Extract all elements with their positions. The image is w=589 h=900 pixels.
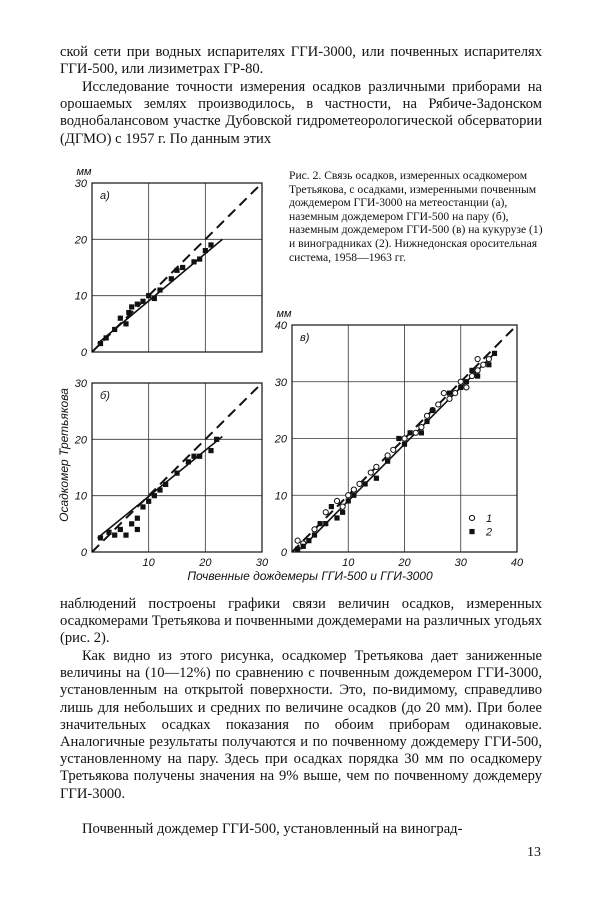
- data-point-filled: [430, 408, 435, 413]
- data-point-open: [323, 510, 328, 515]
- y-tick-label: 0: [80, 347, 87, 359]
- data-point-filled: [214, 437, 219, 442]
- chart-panel-1: [74, 166, 262, 359]
- data-point-filled: [157, 287, 162, 292]
- data-point-open: [295, 538, 300, 543]
- x-tick-label: 10: [342, 557, 355, 569]
- legend-marker-1: [469, 515, 474, 520]
- data-point-filled: [191, 259, 196, 264]
- data-point-filled: [129, 304, 134, 309]
- data-point-filled: [424, 419, 429, 424]
- data-point-filled: [458, 385, 463, 390]
- paragraph-1: ской сети при водных испарителях ГГИ-3000, или почвенных испарителях ГГИ-500, или лизиметрах ГР-80.: [60, 44, 542, 78]
- legend-label-2: 2: [486, 526, 493, 539]
- data-point-filled: [123, 321, 128, 326]
- data-point-filled: [174, 471, 179, 476]
- y-unit-label: мм: [76, 166, 92, 178]
- data-point-open: [368, 470, 373, 475]
- y-tick-label: 30: [274, 376, 287, 389]
- data-point-filled: [408, 430, 413, 435]
- data-point-open: [475, 356, 480, 361]
- data-point-filled: [112, 327, 117, 332]
- data-point-filled: [135, 516, 140, 521]
- data-point-filled: [174, 268, 179, 273]
- data-point-filled: [312, 532, 317, 537]
- y-tick-label: 0: [280, 547, 287, 559]
- data-point-filled: [191, 454, 196, 459]
- data-point-filled: [98, 535, 103, 540]
- data-point-filled: [486, 362, 491, 367]
- data-point-filled: [447, 391, 452, 396]
- data-point-filled: [492, 351, 497, 356]
- paragraph-5: Почвенный дождемер ГГИ-500, установленный на виноград-: [82, 821, 463, 837]
- data-point-filled: [123, 533, 128, 538]
- paragraph-3: наблюдений построены графики связи величин осадков, измеренных осадкомерами Третьякова и почвенными дождемерами на различных угодьях (рис. 2).: [60, 596, 542, 647]
- data-point-filled: [140, 504, 145, 509]
- data-point-open: [447, 396, 452, 401]
- data-point-filled: [126, 310, 131, 315]
- data-point-open: [486, 356, 491, 361]
- y-tick-label: 20: [74, 434, 87, 447]
- data-point-filled: [135, 527, 140, 532]
- panel-label: в): [300, 332, 310, 344]
- data-point-filled: [163, 482, 168, 487]
- data-point-filled: [106, 530, 111, 535]
- data-point-open: [346, 493, 351, 498]
- data-point-open: [441, 391, 446, 396]
- data-point-open: [374, 464, 379, 469]
- data-point-filled: [334, 515, 339, 520]
- data-point-filled: [208, 448, 213, 453]
- x-tick-label: 40: [510, 557, 524, 569]
- y-axis-label: Осадкомер Третьякова: [57, 388, 71, 522]
- data-point-open: [391, 447, 396, 452]
- data-point-filled: [374, 476, 379, 481]
- data-point-filled: [346, 498, 351, 503]
- data-point-filled: [318, 521, 323, 526]
- data-point-filled: [385, 459, 390, 464]
- data-point-open: [312, 527, 317, 532]
- data-point-filled: [203, 248, 208, 253]
- data-point-filled: [146, 499, 151, 504]
- y-tick-label: 30: [74, 378, 87, 390]
- x-tick-label: 30: [454, 557, 467, 569]
- data-point-filled: [152, 296, 157, 301]
- y-tick-label: 0: [80, 547, 87, 559]
- data-point-open: [469, 373, 474, 378]
- data-point-open: [351, 487, 356, 492]
- data-point-filled: [135, 302, 140, 307]
- data-point-filled: [157, 487, 162, 492]
- data-point-open: [385, 453, 390, 458]
- data-point-filled: [98, 341, 103, 346]
- data-point-filled: [152, 493, 157, 498]
- data-point-filled: [118, 527, 123, 532]
- data-point-filled: [186, 459, 191, 464]
- y-unit-label: мм: [276, 308, 292, 320]
- data-point-filled: [129, 521, 134, 526]
- data-point-open: [436, 402, 441, 407]
- data-point-filled: [169, 276, 174, 281]
- data-point-open: [424, 413, 429, 418]
- data-point-open: [458, 379, 463, 384]
- data-point-open: [453, 391, 458, 396]
- data-point-filled: [469, 368, 474, 373]
- data-point-filled: [340, 510, 345, 515]
- reference-line-dashed: [92, 383, 262, 552]
- data-point-filled: [419, 430, 424, 435]
- data-point-filled: [104, 335, 109, 340]
- y-tick-label: 10: [74, 290, 87, 303]
- data-point-filled: [323, 521, 328, 526]
- data-point-open: [464, 385, 469, 390]
- x-tick-label: 10: [142, 557, 155, 569]
- data-point-open: [419, 425, 424, 430]
- paragraph-2: Исследование точности измерения осадков различными приборами на орошаемых землях производилось, в частности, на Рябиче-Задонском воднобалансовом участке Дубовской гидрометеорологической обсерватории (ДГМО) с 1957 г. По данным этих: [60, 79, 542, 147]
- data-point-filled: [464, 379, 469, 384]
- chart-panel-2: [74, 378, 269, 569]
- data-point-filled: [363, 481, 368, 486]
- data-point-open: [475, 368, 480, 373]
- legend-marker-2: [469, 529, 474, 534]
- data-point-filled: [180, 265, 185, 270]
- data-point-filled: [329, 504, 334, 509]
- legend-label-1: 1: [486, 512, 493, 525]
- panel-label: б): [100, 390, 110, 402]
- data-point-filled: [140, 299, 145, 304]
- y-tick-label: 10: [274, 490, 287, 503]
- y-tick-label: 20: [274, 433, 287, 446]
- chart-panel-3: [274, 308, 524, 569]
- data-point-filled: [118, 316, 123, 321]
- y-tick-label: 40: [274, 320, 287, 332]
- x-tick-label: 20: [398, 557, 411, 569]
- y-tick-label: 10: [74, 490, 87, 503]
- data-point-filled: [306, 538, 311, 543]
- y-tick-label: 20: [74, 234, 87, 247]
- y-tick-label: 30: [74, 178, 87, 190]
- data-point-filled: [197, 454, 202, 459]
- data-point-filled: [112, 533, 117, 538]
- x-axis-label: Почвенные дождемеры ГГИ-500 и ГГИ-3000: [187, 569, 433, 583]
- figure-caption: Рис. 2. Связь осадков, измеренных осадкомером Третьякова, с осадками, измеренными почвенным дождемером ГГИ-3000 на метеостанции (а), наземным дождемером ГГИ-500 на пару (б), наземным дождемером ГГИ-500 (в) на кукурузе (1) и виноградниках (2). Нижнедонская оросительная система, 1958—1963 гг.: [289, 169, 543, 264]
- paragraph-4: Как видно из этого рисунка, осадкомер Третьякова дает заниженные величины на (10—12%) по сравнению с почвенным дождемером ГГИ-3000, установленным на открытой поверхности. Это, по-видимому, справедливо лишь для небольших и средних по величине осадков (до 20 мм). При более значительных осадках показания по обоим приборам одинаковые. Аналогичные результаты получаются и по почвенному дождемеру ГГИ-500, установленному на пару. Здесь при осадках порядка 30 мм по осадкомеру Третьякова получены значения на 9% выше, чем по почвенному дождемеру ГГИ-3000.: [60, 648, 542, 802]
- data-point-filled: [301, 544, 306, 549]
- panel-label: а): [100, 190, 110, 202]
- data-point-open: [402, 436, 407, 441]
- data-point-filled: [396, 436, 401, 441]
- data-point-filled: [146, 293, 151, 298]
- x-tick-label: 30: [255, 557, 269, 569]
- data-point-filled: [208, 242, 213, 247]
- data-point-filled: [295, 547, 300, 552]
- data-point-open: [340, 504, 345, 509]
- data-point-open: [413, 430, 418, 435]
- data-point-filled: [475, 373, 480, 378]
- data-point-open: [334, 498, 339, 503]
- regression-line: [98, 437, 223, 538]
- data-point-filled: [402, 442, 407, 447]
- data-point-open: [481, 362, 486, 367]
- page-number: 13: [527, 845, 541, 860]
- data-point-filled: [197, 256, 202, 261]
- x-tick-label: 20: [199, 557, 212, 569]
- data-point-filled: [351, 493, 356, 498]
- data-point-open: [357, 481, 362, 486]
